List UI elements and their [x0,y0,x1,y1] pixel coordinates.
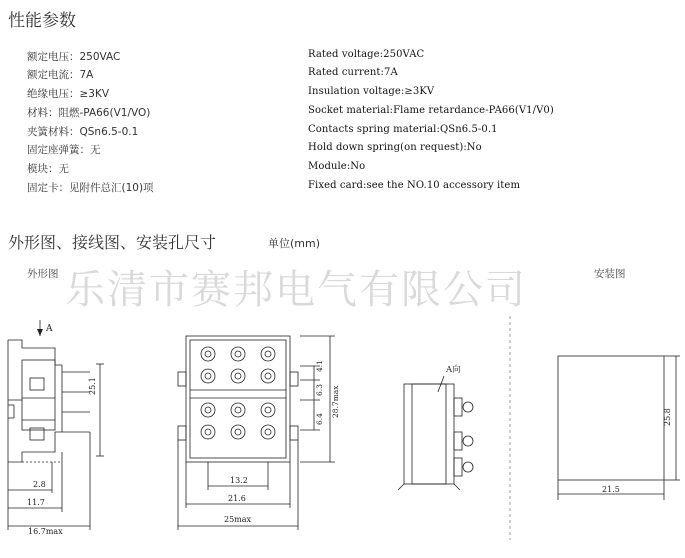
side-view-drawing [8,320,104,536]
install-drawing-label: 安装图 [594,268,626,280]
spec-en-item: Module:No [308,161,366,172]
dim-25: 25max [224,515,252,524]
dim-6-4: 6.4 [315,413,324,425]
side-view-a-label: A [46,324,53,334]
dim-16-7: 16.7max [28,527,63,536]
dim-28-7: 28.7max [331,385,340,418]
spec-en-item: Socket material:Flame retardance-PA66(V1/V0) [308,105,554,116]
page-title: 性能参数 [8,11,76,31]
view-a-label: A向 [446,365,461,375]
dim-21-5: 21.5 [602,485,620,494]
dim-11-7: 11.7 [27,498,45,507]
install-drawing [510,316,680,540]
dim-2-8: 2.8 [33,480,46,489]
unit-label: 单位(mm) [268,237,321,250]
spec-en-item: Rated voltage:250VAC [308,49,425,60]
dim-25-8: 25.8 [663,408,672,426]
spec-en-item: Contacts spring material:QSn6.5-0.1 [308,124,498,135]
dim-25-1: 25.1 [88,377,97,395]
dim-6-3: 6.3 [315,384,324,396]
spec-cn-item: 模块：无 [27,163,69,175]
spec-en-item: Fixed card:see the NO.10 accessory item [308,180,521,191]
dim-21-6: 21.6 [228,494,246,503]
front-view-drawing [178,336,340,530]
spec-cn-item: 固定卡：见附件总汇(10)项 [27,182,154,194]
section-title: 外形图、接线图、安装孔尺寸 [8,233,217,252]
spec-en-item: Hold down spring(on request):No [308,142,482,153]
dim-4-1: 4.1 [315,360,324,372]
spec-cn-item: 固定座弹簧：无 [27,144,101,156]
spec-cn-item: 额定电压：250VAC [27,51,121,63]
spec-en-item: Rated current:7A [308,67,398,78]
company-watermark: 乐清市赛邦电气有限公司 [65,267,527,313]
terminal-grid [201,347,275,439]
view-a-drawing [398,364,473,490]
outline-drawing-label: 外形图 [27,268,59,280]
spec-cn-item: 额定电流：7A [27,69,94,81]
spec-cn-item: 夹簧材料：QSn6.5-0.1 [27,126,139,138]
spec-cn-item: 绝缘电压：≥3KV [27,88,110,100]
spec-cn-item: 材料：阻燃-PA66(V1/VO) [27,107,151,119]
dim-13-2: 13.2 [230,476,248,485]
spec-en-item: Insulation voltage:≥3KV [308,86,435,97]
